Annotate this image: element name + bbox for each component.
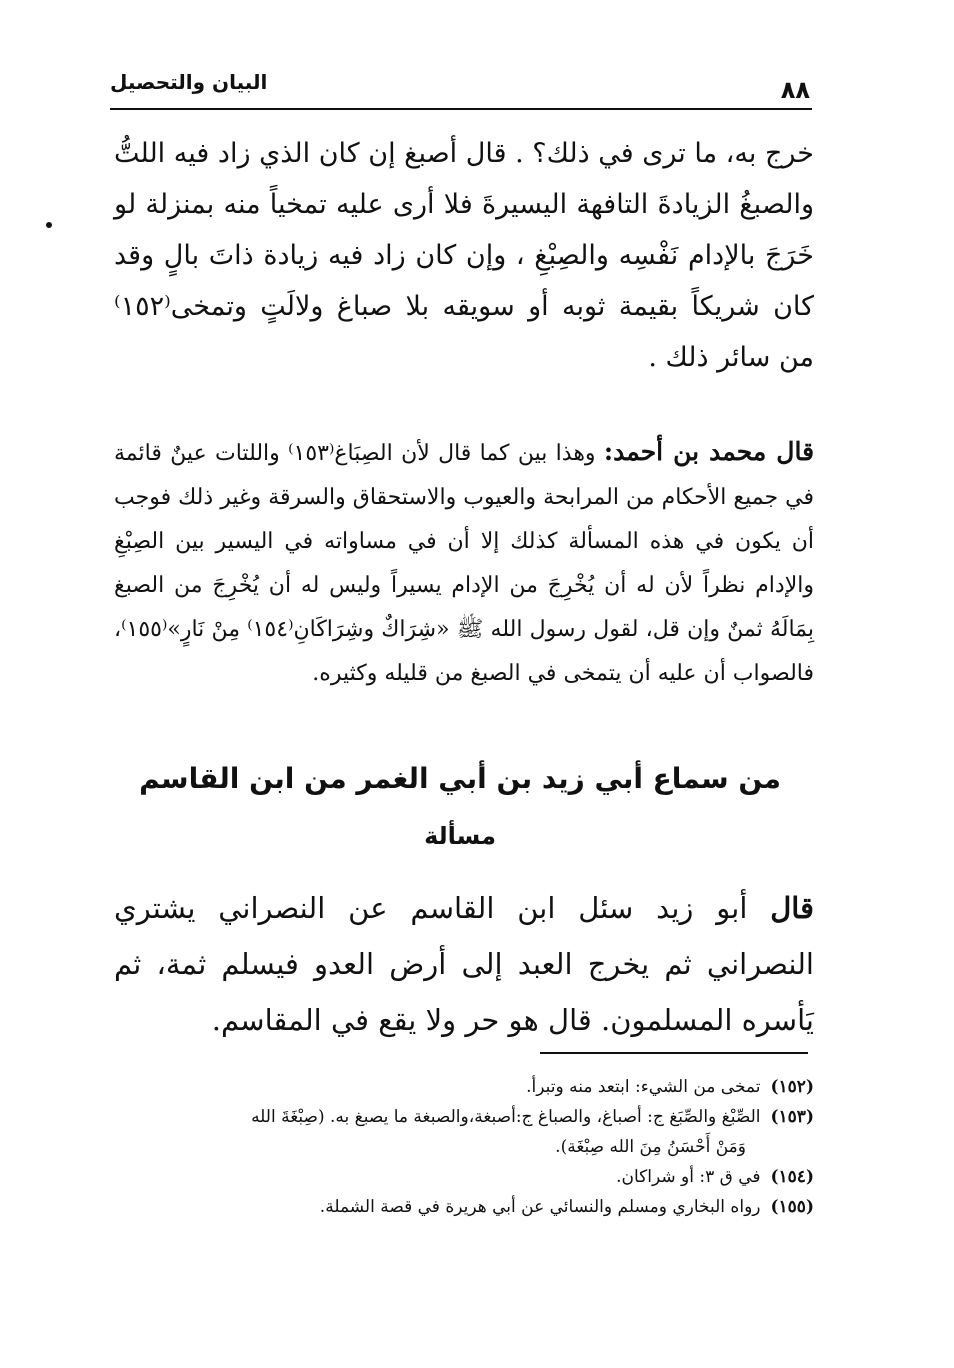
footnote-152 bbox=[114, 1072, 814, 1102]
margin-dot bbox=[46, 222, 52, 228]
subheading: مسألة bbox=[424, 822, 496, 850]
footnote-number: (١٥٤) bbox=[770, 1167, 814, 1187]
paragraph-3-text: أبو زيد سئل ابن القاسم عن النصراني يشتري النصراني ثم يخرج العبد إلى أرض العدو فيسلم ثمة، ثم يَأسره المسلمون. قال هو حر ولا يقع في المقاسم. bbox=[114, 891, 814, 1037]
footnote-154 bbox=[114, 1162, 814, 1192]
paragraph-1-text: خرج به، ما ترى في ذلك؟ . قال أصبغ إن كان الذي زاد فيه اللتُّ والصبغُ الزيادةَ التافهة اليسيرةَ فلا أرى عليه تمخياً منه بمنزلة لو خَرَجَ بالإدام نَفْسِه والصِبْغِ ، وإن كان زاد فيه زيادة ذاتَ بالٍ وقد كان شريكاً بقيمة ثوبه أو سويقه بلا صباغ ولالَتٍ وتمخى⁽١٥٢⁾ من سائر ذلك . bbox=[114, 138, 814, 373]
footnotes bbox=[114, 1072, 814, 1222]
footnote-number: (١٥٢) bbox=[770, 1077, 814, 1097]
page-header bbox=[110, 70, 810, 110]
paragraph-2-speaker: قال محمد بن أحمد: bbox=[603, 437, 815, 466]
footnote-text: في ق ٣: أو شراكان. bbox=[616, 1167, 761, 1187]
footnote-number: (١٥٥) bbox=[770, 1197, 814, 1217]
paragraph-3 bbox=[114, 880, 814, 1048]
footnote-rule bbox=[540, 1052, 808, 1054]
running-head-title: البيان والتحصيل bbox=[110, 70, 268, 94]
page-number: ٨٨ bbox=[780, 76, 810, 104]
paragraph-2-text: وهذا بين كما قال لأن الصِبَاغ⁽١٥٣⁾ واللتات عينٌ قائمة في جميع الأحكام من المرابحة والعيوب والاستحقاق والسرقة وغير ذلك فوجب أن يكون في هذه المسألة كذلك إلا أن في مساواته في اليسير بين الصِبْغِ والإدام نظراً لأن له أن يُخْرِجَ من الإدام يسيراً وليس له أن يُخْرِجَ من الصبغ بِمَالَهُ ثمنٌ وإن قل، لقول رسول الله ﷺ «شِرَاكٌ وشِرَاكَانِ⁽١٥٤⁾ مِنْ نَارٍ»⁽١٥٥⁾، فالصواب أن عليه أن يتمخى في الصبغ من قليله وكثيره. bbox=[114, 441, 814, 686]
paragraph-2 bbox=[114, 430, 814, 696]
footnote-155 bbox=[114, 1192, 814, 1222]
header-rule bbox=[110, 108, 812, 110]
footnote-number: (١٥٣) bbox=[770, 1107, 814, 1127]
footnote-text: تمخى من الشيء: ابتعد منه وتبرأ. bbox=[526, 1077, 761, 1097]
footnote-153 bbox=[114, 1102, 814, 1162]
paragraph-3-speaker: قال bbox=[770, 891, 814, 925]
section-heading: من سماع أبي زيد بن أبي الغمر من ابن القاسم bbox=[139, 762, 781, 795]
footnote-text: الصِّبْغ والصِّبَغ ج: أصباغ، والصباغ ج:أصبغة،والصبغة ما يصبغ به. (صِبْغَةَ الله bbox=[251, 1107, 761, 1127]
footnote-text: رواه البخاري ومسلم والنسائي عن أبي هريرة في قصة الشملة. bbox=[319, 1197, 761, 1217]
footnote-continuation: وَمَنْ أَحْسَنُ مِنَ الله صِبْغَة). bbox=[555, 1137, 746, 1157]
paragraph-1 bbox=[114, 128, 814, 383]
